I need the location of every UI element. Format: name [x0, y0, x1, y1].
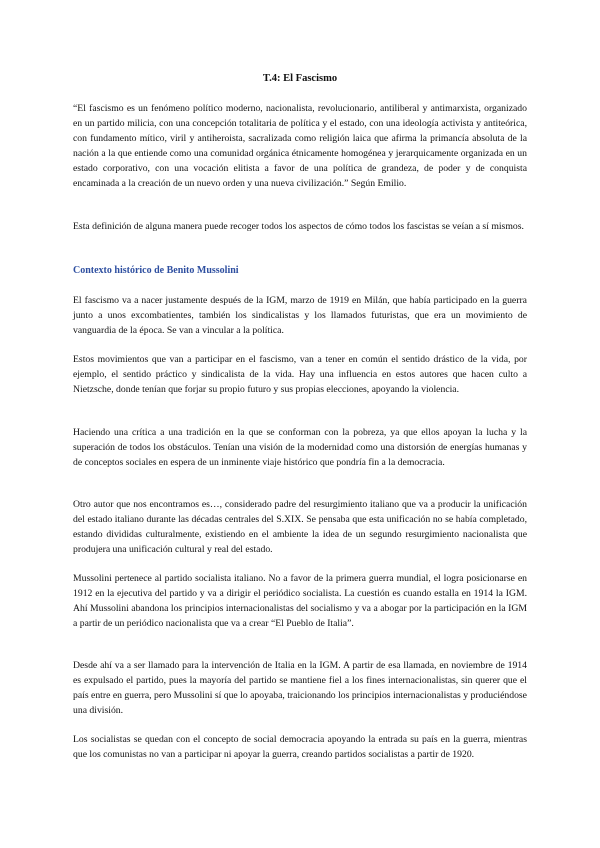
paragraph-summary: Esta definición de alguna manera puede recoger todos los aspectos de cómo todos los fascistas se veían a sí mismos.: [73, 221, 524, 232]
paragraph-context-2: Estos movimientos que van a participar en el fascismo, van a tener en común el sentido drástico de la vida, por ejemplo, el sentido práctico y sindicalista de la vida. Hay una influencia en estos autores que hacen culto a Nietzsche, donde tenían que forjar su propio futuro y sus propias elecciones, apoyando la violencia.: [73, 354, 527, 395]
paragraph-context-6: Desde ahí va a ser llamado para la intervención de Italia en la IGM. A partir de esa llamada, en noviembre de 1914 es expulsado el partido, pues la mayoría del partido se mantiene fiel a los fines internacionalistas, sin querer que el país entre en guerra, pero Mussolini sí que lo apoyaba, traicionando los principios internacionalistas y produciéndose una división.: [73, 660, 527, 716]
paragraph-context-1: El fascismo va a nacer justamente después de la IGM, marzo de 1919 en Milán, que había participado en la guerra junto a unos excombatientes, también los sindicalistas y los llamados futuristas, que era un movimiento de vanguardia de la época. Se van a vincular a la política.: [73, 295, 527, 336]
paragraph-context-4: Otro autor que nos encontramos es…, considerado padre del resurgimiento italiano que va a producir la unificación del estado italiano durante las décadas centrales del S.XIX. Se pensaba que esta unificación no se había completado, estando divididas culturalmente, existiendo en el ambiente la idea de un segundo resurgimiento nacionalista que produjera una unificación cultural y real del estado.: [73, 499, 527, 555]
section-heading: Contexto histórico de Benito Mussolini: [73, 265, 239, 276]
paragraph-definition: “El fascismo es un fenómeno político moderno, nacionalista, revolucionario, antiliberal y antimarxista, organizado en un partido milicia, con una concepción totalitaria de política y el estado, con una ideología activista y antiteórica, con fundamento mítico, viril y antiheroista, sacralizada como religión laica que afirma la primancía absoluta de la nación a la que entiende como una comunidad orgánica étnicamente homogénea y jerarquicamente organizada en un estado corporativo, con una vocación elitista a favor de una política de grandeza, de poder y de conquista encaminada a la creación de un nuevo orden y una nueva civilización.” Según Emilio.: [73, 103, 527, 189]
paragraph-context-3: Haciendo una crítica a una tradición en la que se conforman con la pobreza, ya que ellos apoyan la lucha y la superación de todos los obstáculos. Tenían una visión de la modernidad como una distorsión de energías humanas y de conceptos sociales en espera de un inminente viaje histórico que pondría fin a la democracia.: [73, 427, 527, 468]
page-title: T.4: El Fascismo: [262, 73, 338, 84]
paragraph-context-5: Mussolini pertenece al partido socialista italiano. No a favor de la primera guerra mundial, el logra posicionarse en 1912 en la ejecutiva del partido y va a dirigir el periódico socialista. La cuestión es cuando estalla en 1914 la IGM. Ahí Mussolini abandona los principios internacionalistas del socialismo y va a abogar por la participación en la IGM a partir de un periódico nacionalista que va a crear “El Pueblo de Italia”.: [73, 573, 527, 629]
paragraph-context-7: Los socialistas se quedan con el concepto de social democracia apoyando la entrada su país en la guerra, mientras que los comunistas no van a participar ni apoyar la guerra, creando partidos socialistas a partir de 1920.: [73, 734, 527, 760]
